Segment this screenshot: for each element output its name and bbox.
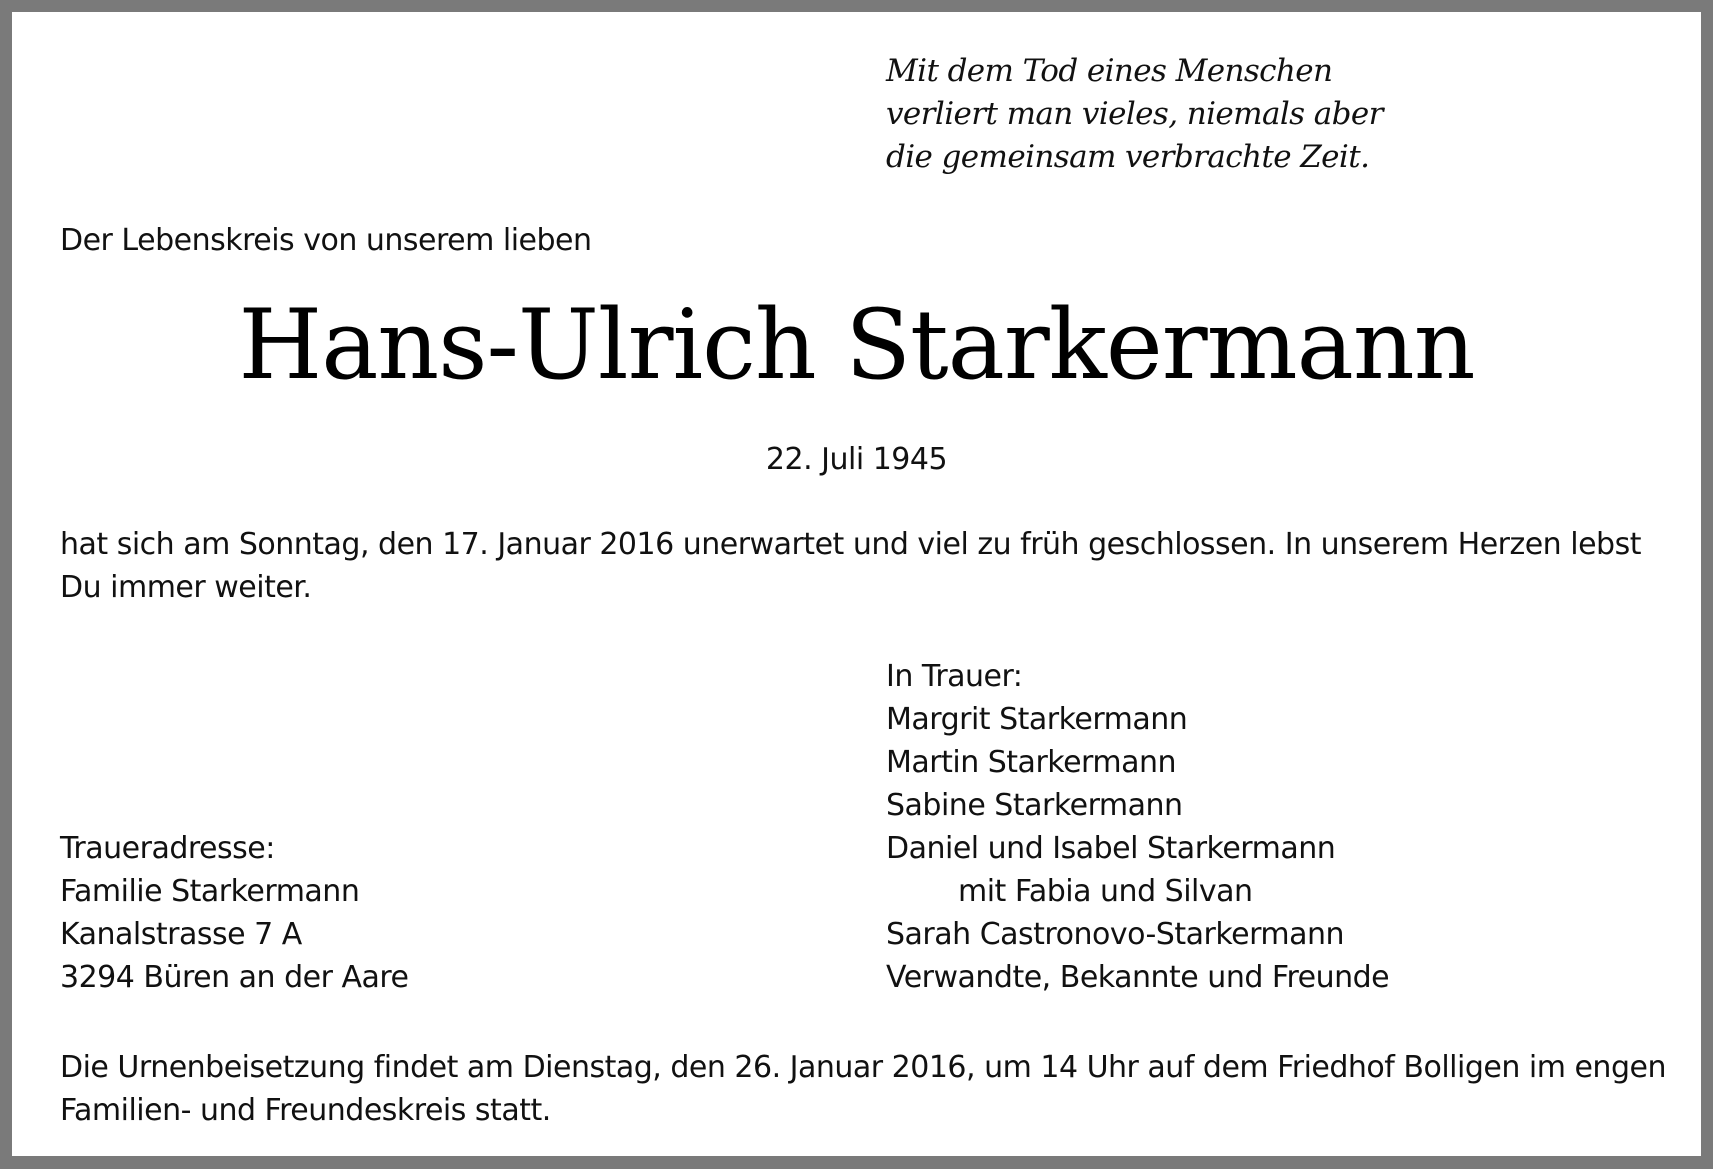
quote-line-2: verliert man vieles, niemals aber (886, 96, 1383, 132)
quote-line-1: Mit dem Tod eines Menschen (886, 53, 1333, 89)
quote-line-3: die gemeinsam verbrachte Zeit. (886, 139, 1370, 175)
mourners-block (886, 655, 1389, 999)
burial-announcement: Die Urnenbeisetzung findet am Dienstag, den 26. Januar 2016, um 14 Uhr auf dem Friedhof Bolligen im engen Familien- und Freundeskreis statt. (60, 1050, 1666, 1128)
mourner-name: mit Fabia und Silvan (958, 874, 1253, 909)
mourner-name: Margrit Starkermann (886, 702, 1188, 737)
quote-block (886, 50, 1383, 179)
address-heading: Traueradresse: (60, 831, 275, 866)
address-line: 3294 Büren an der Aare (60, 960, 409, 995)
mourner-name: Martin Starkermann (886, 745, 1176, 780)
deceased-name: Hans-Ulrich Starkermann (238, 289, 1475, 401)
mourner-name: Sarah Castronovo-Starkermann (886, 917, 1345, 952)
mourners-heading: In Trauer: (886, 659, 1023, 694)
obituary-page (12, 12, 1701, 1156)
address-block (60, 827, 409, 999)
mourner-name: Daniel und Isabel Starkermann (886, 831, 1336, 866)
mourner-name: Sabine Starkermann (886, 788, 1183, 823)
birth-date: 22. Juli 1945 (765, 442, 948, 477)
death-announcement: hat sich am Sonntag, den 17. Januar 2016 unerwartet und viel zu früh geschlossen. In unserem Herzen lebst Du immer weiter. (60, 527, 1641, 605)
intro-text: Der Lebenskreis von unserem lieben (60, 223, 592, 258)
address-line: Familie Starkermann (60, 874, 360, 909)
mourner-name: Verwandte, Bekannte und Freunde (886, 960, 1390, 995)
address-line: Kanalstrasse 7 A (60, 917, 302, 952)
